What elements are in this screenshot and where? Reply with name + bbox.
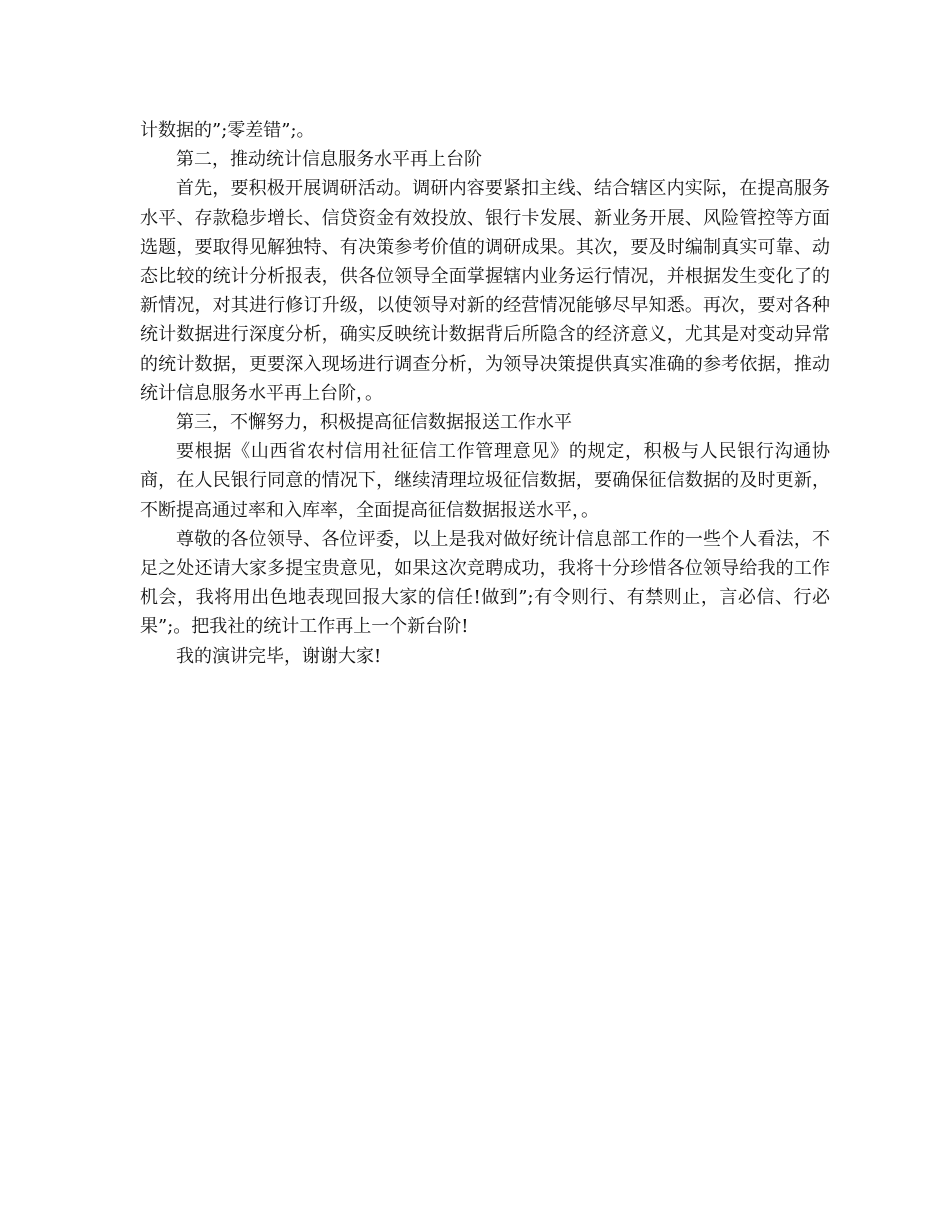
paragraph-research: 首先，要积极开展调研活动。调研内容要紧扣主线、结合辖区内实际，在提高服务水平、存款稳步增长、信贷资金有效投放、银行卡发展、新业务开展、风险管控等方面选题，要取得见解独特、有决策参考价值的调研成果。其次，要及时编制真实可靠、动态比较的统计分析报表，供各位领导全面掌握辖内业务运行情况，并根据发生变化了的新情况，对其进行修订升级，以使领导对新的经营情况能够尽早知悉。再次，要对各种统计数据进行深度分析，确实反映统计数据背后所隐含的经济意义，尤其是对变动异常的统计数据，更要深入现场进行调查分析，为领导决策提供真实准确的参考依据，推动统计信息服务水平再上台阶，。 [140,178,830,404]
paragraph-closing-remarks: 尊敬的各位领导、各位评委，以上是我对做好统计信息部工作的一些个人看法，不足之处还请大家多提宝贵意见，如果这次竞聘成功，我将十分珍惜各位领导给我的工作机会，我将用出色地表现回报大家的信任!做到”;有令则行、有禁则止，言必信、行必果”;。把我社的统计工作再上一个新台阶! [140,528,830,638]
paragraph-credit-data: 要根据《山西省农村信用社征信工作管理意见》的规定，积极与人民银行沟通协商，在人民银行同意的情况下，继续清理垃圾征信数据，要确保征信数据的及时更新，不断提高通过率和入库率，全面提高征信数据报送水平，。 [140,441,830,521]
document-page [140,116,830,671]
section-heading-third: 第三，不懈努力，积极提高征信数据报送工作水平 [176,412,572,434]
section-heading-second: 第二，推动统计信息服务水平再上台阶 [176,149,482,171]
paragraph-continuation: 计数据的”;零差错”;。 [140,120,315,141]
paragraph-thanks: 我的演讲完毕，谢谢大家! [176,645,382,667]
